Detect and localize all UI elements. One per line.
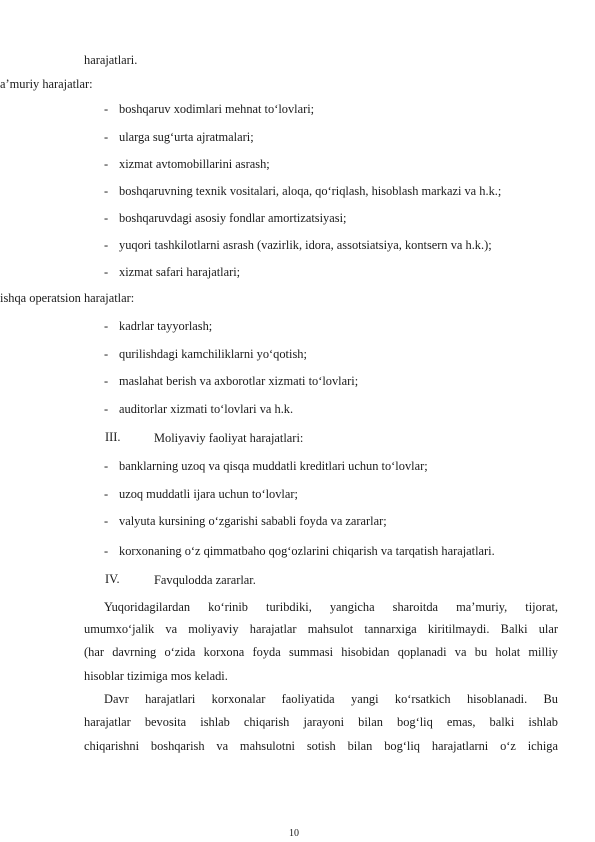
list-item-text: kadrlar tayyorlash; [119, 319, 213, 333]
list-item-text: maslahat berish va axborotlar xizmati to‘lovlari; [119, 374, 359, 388]
bullet-dash: - [104, 514, 109, 528]
page-number: 10 [289, 828, 299, 839]
bullet-dash: - [104, 238, 109, 252]
section-number: III. [105, 430, 121, 444]
bullet-dash: - [104, 402, 109, 416]
bullet-dash: - [104, 130, 109, 144]
bullet-dash: - [104, 459, 109, 473]
list-item-text: boshqaruvdagi asosiy fondlar amortizatsiyasi; [119, 211, 347, 225]
list-item-text: qurilishdagi kamchiliklarni yo‘qotish; [119, 347, 307, 361]
bullet-dash: - [104, 265, 109, 279]
section-heading: a’muriy harajatlar: [0, 77, 93, 91]
list-item-text: auditorlar xizmati to‘lovlari va h.k. [119, 402, 294, 416]
bullet-dash: - [104, 374, 109, 388]
bullet-dash: - [104, 184, 109, 198]
paragraph-line: harajatlar bevosita ishlab chiqarish jarayoni bilan bog‘liq emas, balki ishlab [84, 715, 558, 729]
bullet-dash: - [104, 347, 109, 361]
text-line: harajatlari. [84, 53, 138, 67]
list-item-text: ularga sug‘urta ajratmalari; [119, 130, 254, 144]
list-item-text: valyuta kursining o‘zgarishi sababli foyda va zararlar; [119, 514, 387, 528]
list-item-text: banklarning uzoq va qisqa muddatli kreditlari uchun to‘lovlar; [119, 459, 428, 473]
list-item-text: korxonaning o‘z qimmatbaho qog‘ozlarini chiqarish va tarqatish harajatlari. [119, 544, 495, 558]
section-title: Moliyaviy faoliyat harajatlari: [154, 431, 304, 445]
paragraph-line: umumxo‘jalik va moliyaviy harajatlar mahsulot tannarxiga kiritilmaydi. Balki ular [84, 622, 558, 636]
section-number: IV. [105, 572, 120, 586]
list-item-text: yuqori tashkilotlarni asrash (vazirlik, idora, assotsiatsiya, kontsern va h.k.); [119, 238, 492, 252]
list-item-text: xizmat avtomobillarini asrash; [119, 157, 270, 171]
list-item-text: boshqaruv xodimlari mehnat to‘lovlari; [119, 102, 315, 116]
bullet-dash: - [104, 544, 109, 558]
paragraph-line: hisoblar tizimiga mos keladi. [84, 669, 228, 683]
bullet-dash: - [104, 319, 109, 333]
list-item-text: xizmat safari harajatlari; [119, 265, 241, 279]
bullet-dash: - [104, 157, 109, 171]
bullet-dash: - [104, 211, 109, 225]
paragraph-line: (har davrning o‘zida korxona foyda summasi hisobidan qoplanadi va bu holat milliy [84, 645, 558, 659]
paragraph-line: chiqarishni boshqarish va mahsulotni sotish bilan bog‘liq harajatlarni o‘z ichiga [84, 739, 558, 753]
section-title: Favqulodda zararlar. [154, 573, 256, 587]
section-heading: ishqa operatsion harajatlar: [0, 291, 135, 305]
paragraph-line: Davr harajatlari korxonalar faoliyatida yangi ko‘rsatkich hisoblanadi. Bu [104, 692, 558, 706]
bullet-dash: - [104, 487, 109, 501]
paragraph-line: Yuqoridagilardan ko‘rinib turibdiki, yangicha sharoitda ma’muriy, tijorat, [104, 600, 558, 614]
list-item-text: uzoq muddatli ijara uchun to‘lovlar; [119, 487, 298, 501]
bullet-dash: - [104, 102, 109, 116]
list-item-text: boshqaruvning texnik vositalari, aloqa, qo‘riqlash, hisoblash markazi va h.k.; [119, 184, 502, 198]
